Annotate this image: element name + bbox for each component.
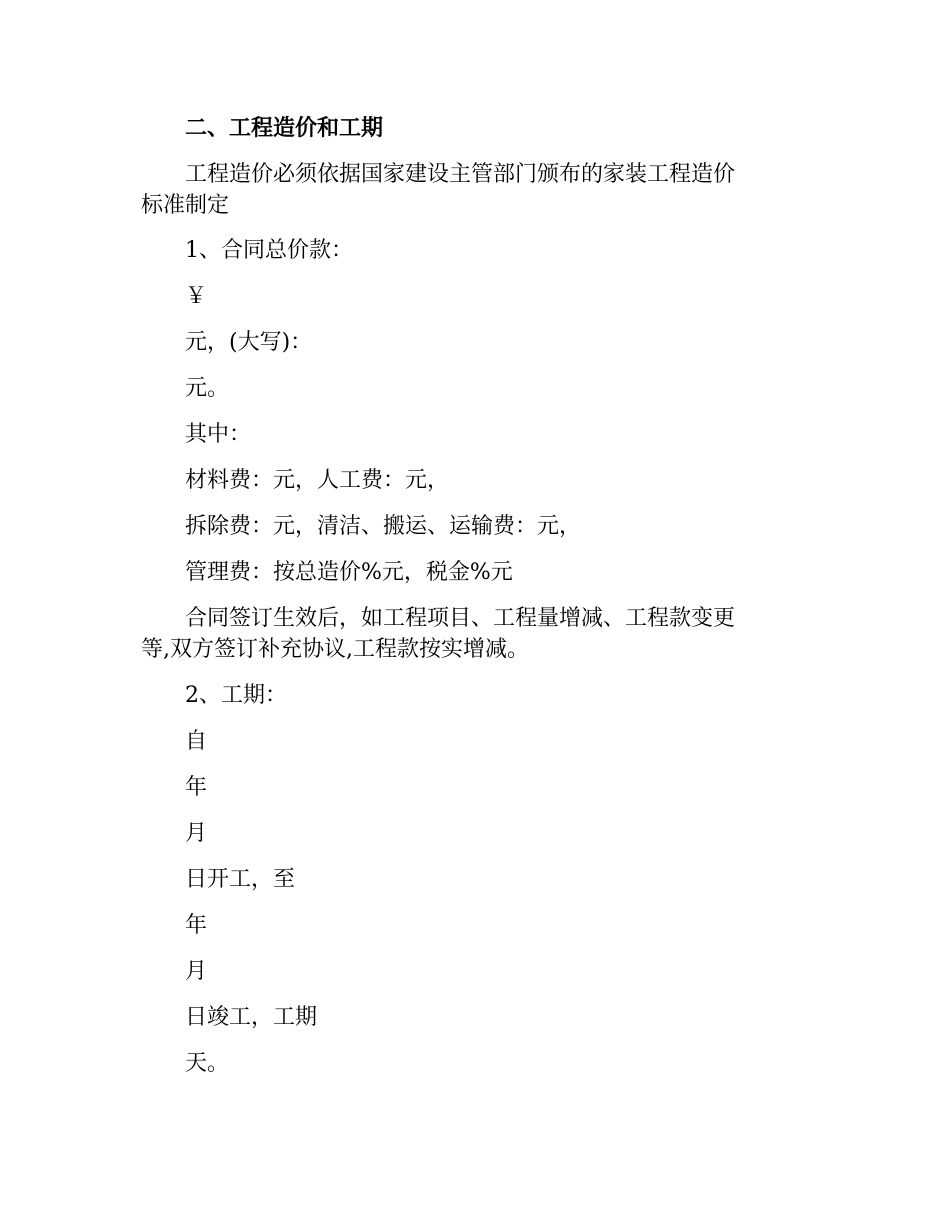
management-fee-line: 管理费：按总造价%元，税金%元 [185, 560, 513, 585]
change-clause-line-1: 合同签订生效后，如工程项目、工程量增减、工程款变更 [185, 606, 736, 631]
yuan-end-label: 元。 [185, 376, 230, 401]
yen-symbol: ￥ [185, 284, 208, 309]
period-start: 日开工，至 [185, 867, 296, 892]
period-end: 日竣工，工期 [185, 1005, 318, 1030]
yuan-uppercase-label: 元，(大写)： [185, 330, 313, 355]
material-labor-fee-line: 材料费：元，人工费：元， [185, 468, 450, 493]
period-month-2: 月 [185, 959, 208, 984]
demolition-fee-line: 拆除费：元，清洁、搬运、运输费：元， [185, 514, 582, 539]
period-year-1: 年 [185, 775, 208, 800]
period-month-1: 月 [185, 821, 208, 846]
intro-text-line-2: 标准制定 [141, 193, 230, 218]
period-days: 天。 [185, 1051, 230, 1076]
period-year-2: 年 [185, 913, 208, 938]
among-label: 其中： [185, 422, 252, 447]
period-label: 2、工期： [185, 683, 287, 708]
section-heading: 二、工程造价和工期 [185, 116, 384, 141]
total-price-label: 1、合同总价款： [185, 238, 353, 263]
change-clause-line-2: 等,双方签订补充协议,工程款按实增减。 [141, 637, 529, 662]
period-from: 自 [185, 729, 208, 754]
intro-text-line-1: 工程造价必须依据国家建设主管部门颁布的家装工程造价 [185, 162, 736, 187]
